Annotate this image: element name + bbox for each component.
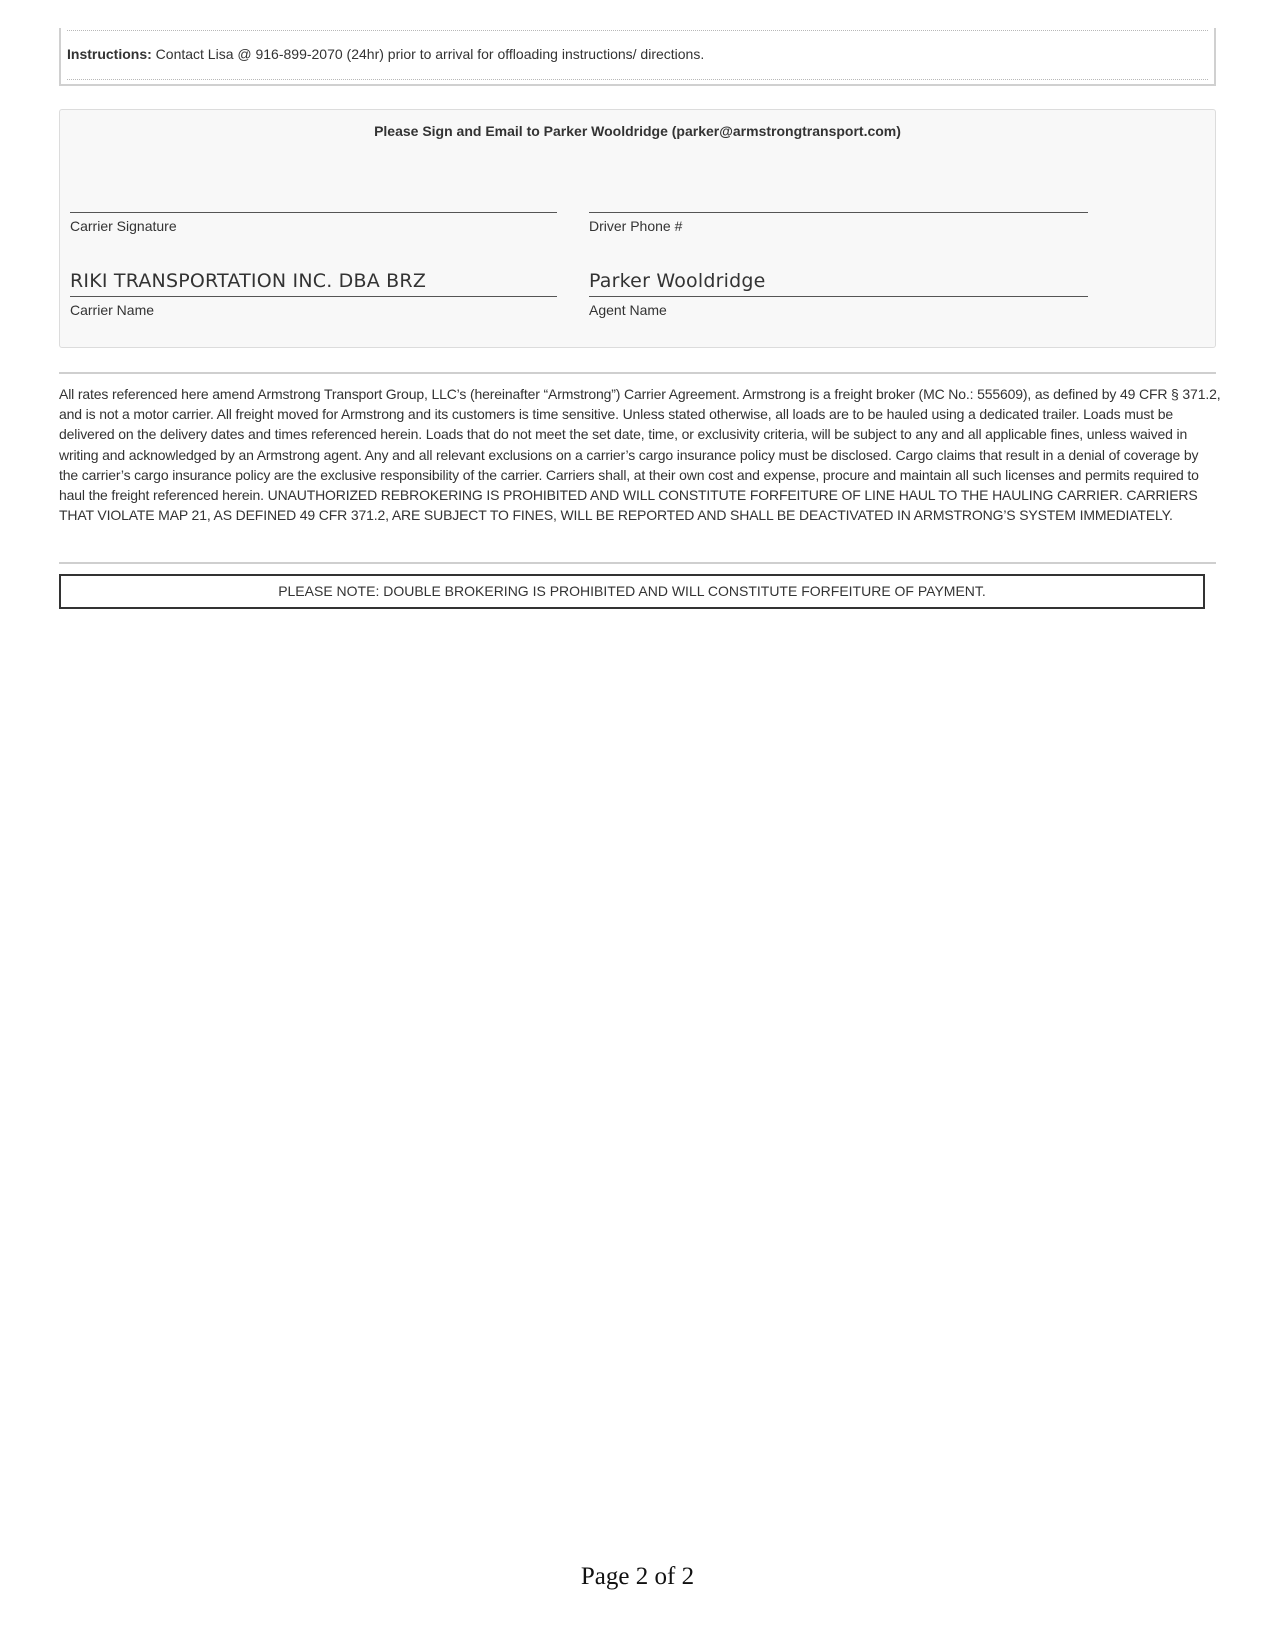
agent-name-line (589, 296, 1088, 297)
instructions-body: Contact Lisa @ 916-899-2070 (24hr) prior to arrival for offloading instructions/ directions. (151, 46, 705, 62)
divider-rule (59, 562, 1216, 564)
dotted-divider (67, 79, 1208, 80)
carrier-signature-line (70, 212, 557, 213)
carrier-name-line (70, 296, 557, 297)
instructions-section (59, 28, 1216, 86)
dotted-divider (67, 30, 1208, 31)
driver-phone-line (589, 212, 1088, 213)
signature-panel (59, 109, 1216, 348)
driver-phone-label: Driver Phone # (589, 218, 683, 234)
carrier-name-field[interactable]: RIKI TRANSPORTATION INC. DBA BRZ (70, 270, 427, 292)
divider-rule (59, 372, 1216, 374)
instructions-text (67, 46, 704, 62)
page-number: Page 2 of 2 (580, 1563, 695, 1590)
terms-paragraph: All rates referenced here amend Armstrong Transport Group, LLC’s (hereinafter “Armstrong”) Carrier Agreement. Armstrong is a freight broker (MC No.: 555609), as defined by 49 CFR § 371.2, and is not a motor carrier. All freight moved for Armstrong and its customers is time sensitive. Unless stated otherwise, all loads are to be hauled using a dedicated trailer. Loads must be delivered on the delivery dates and times referenced herein. Loads that do not meet the set date, time, or exclusivity criteria, will be subject to any and all applicable fines, unless waived in writing and acknowledged by an Armstrong agent. Any and all relevant exclusions on a carrier’s cargo insurance policy must be disclosed. Cargo claims that result in a denial of coverage by the carrier’s cargo insurance policy are the exclusive responsibility of the carrier. Carriers shall, at their own cost and expense, procure and maintain all such licenses and permits required to haul the freight referenced herein. UNAUTHORIZED REBROKERING IS PROHIBITED AND WILL CONSTITUTE FORFEITURE OF LINE HAUL TO THE HAULING CARRIER. CARRIERS THAT VIOLATE MAP 21, AS DEFINED 49 CFR 371.2, ARE SUBJECT TO FINES, WILL BE REPORTED AND SHALL BE DEACTIVATED IN ARMSTRONG’S SYSTEM IMMEDIATELY. (59, 386, 1221, 524)
agent-name-label: Agent Name (589, 302, 667, 318)
instructions-label: Instructions: (67, 46, 152, 62)
double-brokering-notice: PLEASE NOTE: DOUBLE BROKERING IS PROHIBITED AND WILL CONSTITUTE FORFEITURE OF PAYMENT. (59, 574, 1205, 609)
carrier-signature-label: Carrier Signature (70, 218, 177, 234)
carrier-name-label: Carrier Name (70, 302, 155, 318)
agent-name-field[interactable]: Parker Wooldridge (589, 270, 766, 292)
signature-panel-title: Please Sign and Email to Parker Wooldridge (parker@armstrongtransport.com) (374, 123, 901, 139)
